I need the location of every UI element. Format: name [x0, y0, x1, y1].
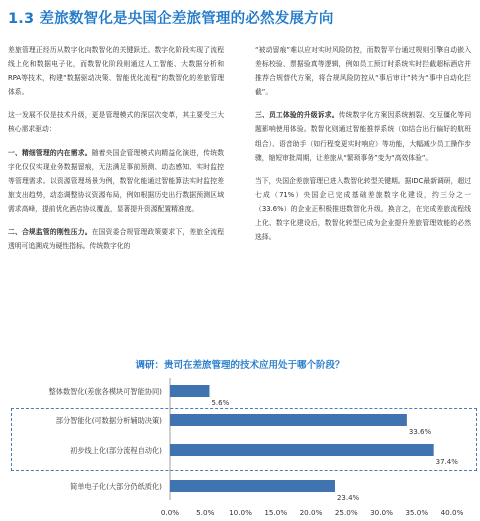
data-label: 37.4%: [435, 458, 458, 466]
section-heading: 1.3 差旅数智化是央国企差旅管理的必然发展方向: [8, 11, 334, 27]
x-tick-label: 30.0%: [370, 508, 393, 517]
category-label: 简单电子化(大部分仍纸质化): [70, 482, 162, 491]
bar: [170, 480, 335, 492]
paragraph-text: 传统数字化方案因系统割裂、交互僵化等问题影响使用体验。数智化则通过智能推荐系统（如结合出行偏好的航班组合）、语音助手（如行程变更实时响应）等功能，大幅减少员工操作步骤，缩短审批周期，让差旅从“繁琐事务”变为“高效体验”。: [255, 111, 472, 162]
x-tick-label: 0.0%: [160, 508, 180, 517]
paragraph-lead: 二、合规监管的刚性压力。: [8, 228, 92, 237]
paragraph: [8, 108, 224, 136]
bar: [170, 385, 209, 397]
paragraph-text: “被动留痕”难以应对实时风险防控，而数智平台通过规则引擎自动嵌入差标校验、票据验真等逻辑，例如员工预订时系统实时拦截超标酒店并推荐合规替代方案，将合规风险防控从“事后审计”转为“事中自动化拦截”。: [255, 46, 471, 97]
x-tick-label: 25.0%: [334, 508, 358, 517]
paragraph-lead: 一、精细管理的内在需求。: [8, 148, 92, 157]
category-label: 初步线上化(部分流程自动化): [70, 446, 162, 455]
paragraph-text: 在国资委合规管理政策要求下，差旅全流程透明可追溯成为硬性指标。传统数字化的: [8, 228, 225, 251]
data-label: 5.6%: [211, 399, 230, 407]
x-tick-label: 15.0%: [264, 508, 288, 517]
chart-title: 调研：贵司在差旅管理的技术应用处于哪个阶段？: [135, 360, 345, 371]
paragraph: [255, 43, 471, 99]
x-tick-label: 20.0%: [299, 508, 323, 517]
bar: [170, 414, 407, 426]
paragraph-text: 这一发展不仅是技术升级，更是管理模式的深层次变革，其主要受三大核心需求驱动：: [8, 111, 224, 134]
x-tick-label: 35.0%: [405, 508, 429, 517]
category-label: 整体数智化(差旅各模块可智能协同): [48, 387, 162, 396]
paragraph: [8, 225, 224, 253]
data-label: 33.6%: [408, 428, 432, 436]
x-tick-label: 40.0%: [440, 508, 464, 517]
paragraph-text: 当下，央国企差旅管理已进入数智化转型关键期。据IDC最新调研，超过七成（71%）央国企已完成基础差旅数字化建设，约三分之一（33.6%）的企业正积极推进数智化升级。换言之，在完成差旅流程线上化、数字化建设后，数智化转型已成为企业提升差旅管理效能的必然选择。: [255, 176, 471, 242]
paragraph: [255, 174, 471, 244]
paragraph-text: 差旅管理正经历从数字化向数智化的关键跃迁。数字化阶段实现了流程线上化和数据电子化，而数智化阶段则通过人工智能、大数据分析和RPA等技术，构建“数据驱动决策、智能优化流程”的数智化的差旅管理体系。: [8, 46, 224, 97]
right-text-column: [255, 43, 471, 244]
paragraph: [8, 146, 224, 216]
paragraph-text: 随着央国企管理模式向精益化演进，传统数字化仅仅实现业务数据留痕，无法满足事前预测、动态感知、实时监控等管理需求。以资源管理场景为例，数智化能通过智能算法实时监控差旅支出趋势，动态调整协议资源布局，例如根据历史出行数据预测区域需求高峰，提前优化酒店协议覆盖，显著提升资源配置精准度。: [8, 148, 225, 213]
paragraph: [255, 108, 471, 164]
left-text-column: [8, 43, 224, 253]
x-tick-label: 5.0%: [196, 508, 215, 517]
data-label: 23.4%: [336, 494, 360, 502]
x-tick-label: 10.0%: [229, 508, 252, 517]
bar: [170, 444, 434, 456]
paragraph-lead: 三、员工体验的升级诉求。: [255, 111, 339, 120]
bar-chart: [0, 370, 480, 521]
paragraph: [8, 43, 224, 99]
category-label: 部分智能化(可数据分析辅助决策): [55, 416, 162, 425]
